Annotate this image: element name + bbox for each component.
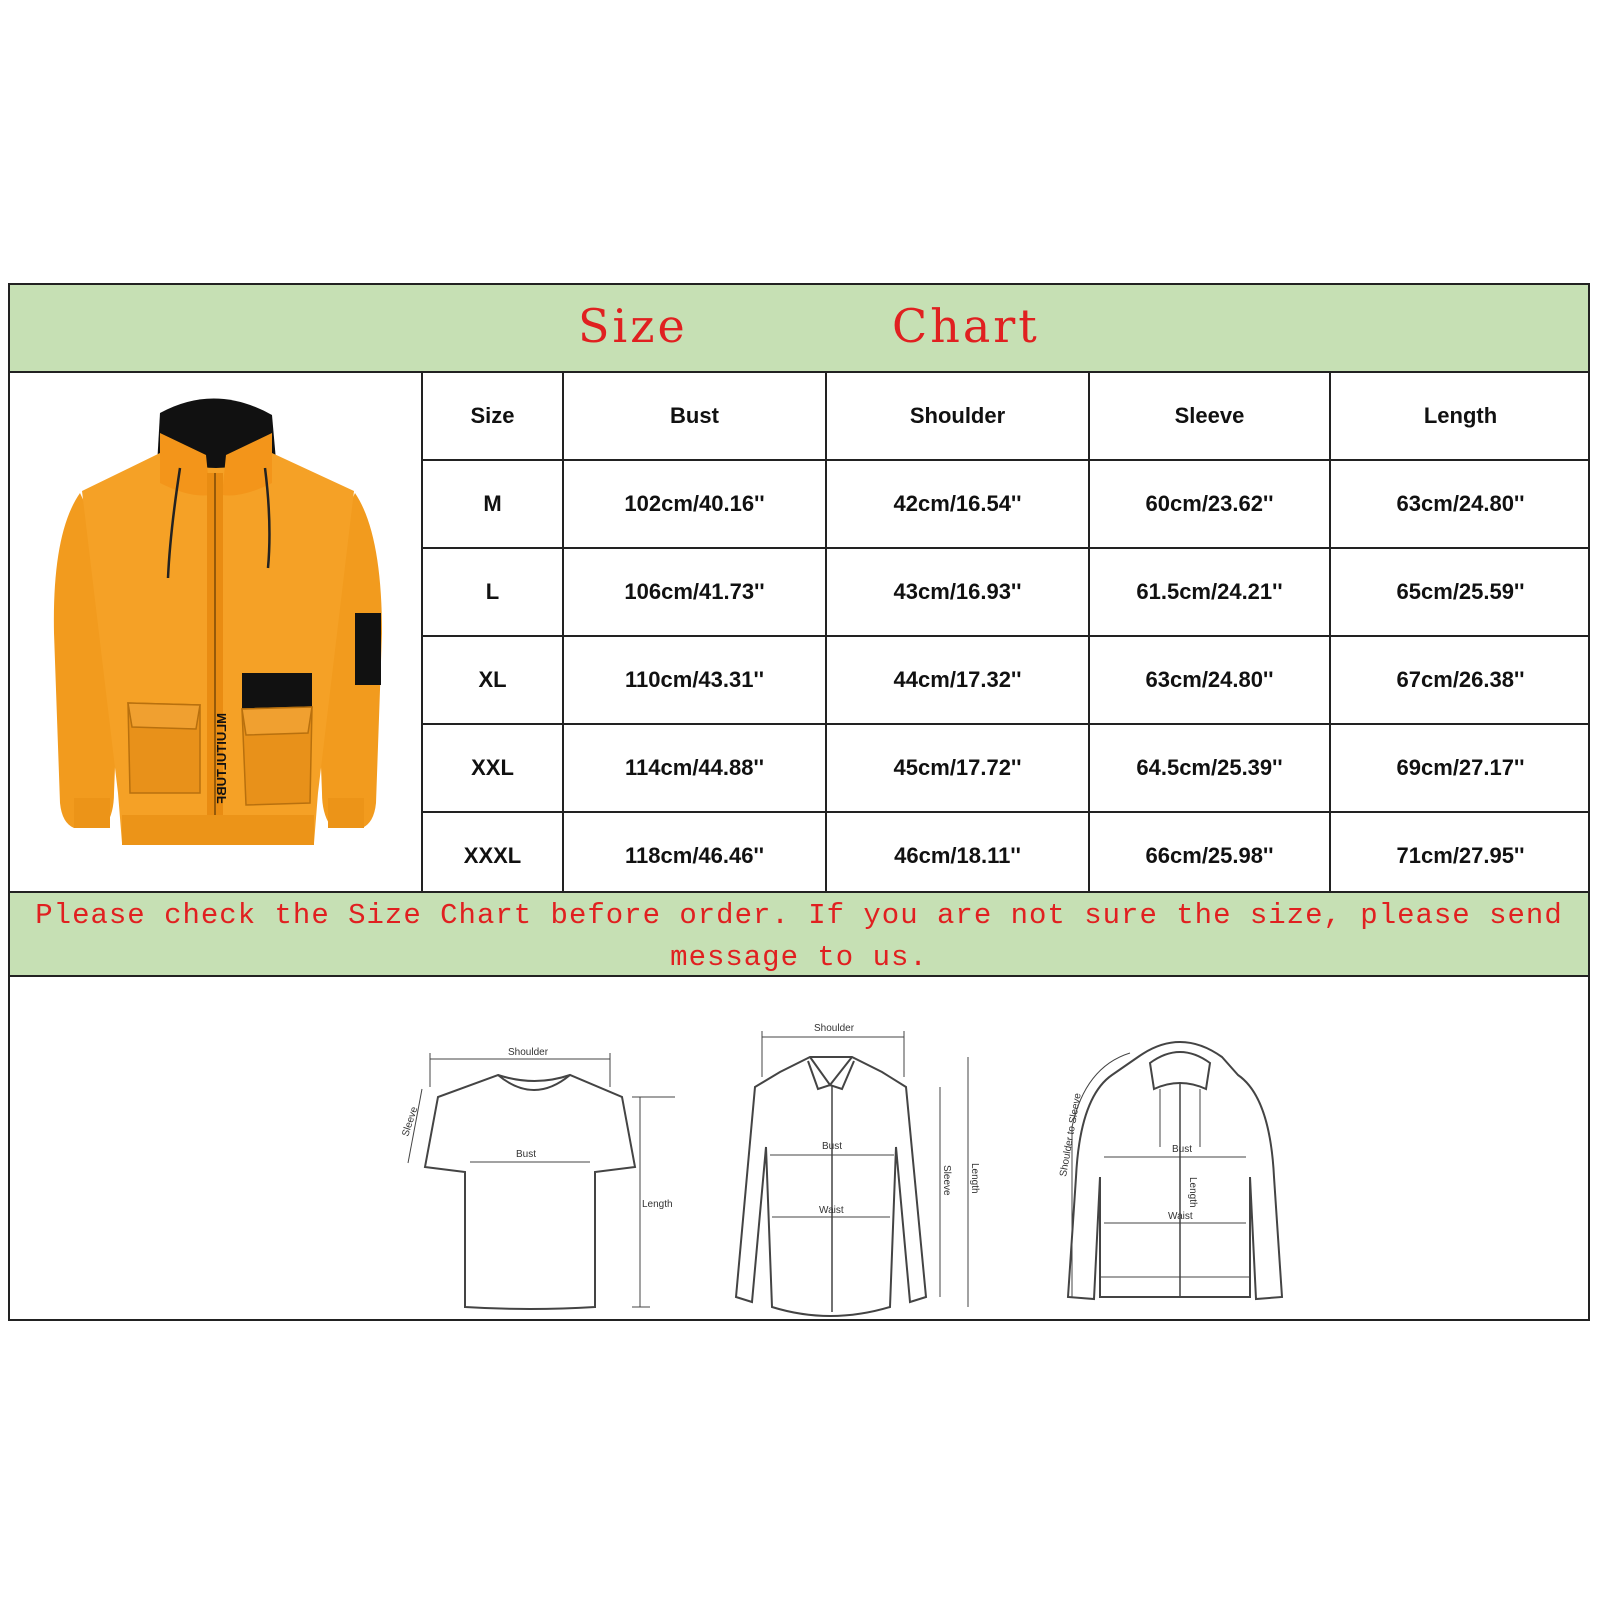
- cell-sleeve: 60cm/23.62'': [1089, 460, 1330, 548]
- cell-length: 69cm/27.17'': [1330, 724, 1590, 812]
- cell-sleeve: 66cm/25.98'': [1089, 812, 1330, 899]
- cell-length: 71cm/27.95'': [1396, 843, 1525, 868]
- cell-bust: 118cm/46.46'': [563, 812, 826, 899]
- shirt-length-label: Length: [969, 1163, 980, 1194]
- shirt-diagram: [736, 1031, 968, 1316]
- table-row: [423, 636, 1590, 724]
- cell-size: XXXL: [423, 812, 563, 899]
- cell-sleeve: 64.5cm/25.39'': [1089, 724, 1330, 812]
- cell-sleeve: 63cm/24.80'': [1089, 636, 1330, 724]
- tshirt-bust-label: Bust: [516, 1149, 537, 1160]
- cell-length: 65cm/25.59'': [1330, 548, 1590, 636]
- table-header-row: [423, 373, 1590, 460]
- col-header-sleeve: Sleeve: [1089, 373, 1330, 460]
- order-note-band: [10, 891, 1588, 977]
- cell-bust: 102cm/40.16'': [563, 460, 826, 548]
- tshirt-length-label: Length: [642, 1199, 673, 1210]
- jacket-image: [10, 373, 421, 889]
- shirt-sleeve-label: Sleeve: [941, 1165, 952, 1196]
- hoodie-diagram: [1068, 1042, 1282, 1299]
- cell-shoulder: 45cm/17.72'': [826, 724, 1089, 812]
- cell-shoulder: 43cm/16.93'': [826, 548, 1089, 636]
- cell-length: 67cm/26.38'': [1330, 636, 1590, 724]
- size-table: [423, 373, 1590, 899]
- cell-size: XXL: [423, 724, 563, 812]
- hoodie-waist-label: Waist: [1168, 1211, 1193, 1222]
- hoodie-shoulder-to-sleeve-label: Shoulder to Sleeve: [1058, 1092, 1084, 1178]
- cell-shoulder: 44cm/17.32'': [826, 636, 1089, 724]
- cell-size: M: [423, 460, 563, 548]
- title-word-size: Size: [578, 299, 688, 353]
- shirt-shoulder-label: Shoulder: [814, 1023, 855, 1034]
- col-header-bust: Bust: [563, 373, 826, 460]
- cell-bust: 106cm/41.73'': [563, 548, 826, 636]
- shirt-bust-label: Bust: [822, 1141, 843, 1152]
- col-header-size: Size: [423, 373, 563, 460]
- cell-size: XL: [423, 636, 563, 724]
- title-word-chart: Chart: [892, 299, 1040, 353]
- col-header-shoulder: Shoulder: [826, 373, 1089, 460]
- product-image-cell: [10, 373, 423, 891]
- cell-size: L: [423, 548, 563, 636]
- col-header-length: Length: [1330, 373, 1590, 460]
- hoodie-length-label: Length: [1187, 1177, 1198, 1208]
- cell-length: 63cm/24.80'': [1330, 460, 1590, 548]
- cell-bust: 110cm/43.31'': [563, 636, 826, 724]
- tshirt-shoulder-label: Shoulder: [508, 1047, 549, 1058]
- measurement-diagrams-svg: [10, 977, 1588, 1321]
- order-note-text: Please check the Size Chart before order. If you are not sure the size, please send message to us.: [35, 899, 1563, 974]
- tshirt-sleeve-label: Sleeve: [400, 1105, 421, 1138]
- title-band: [10, 285, 1588, 373]
- measurement-diagrams: [10, 977, 1588, 1321]
- cell-bust: 114cm/44.88'': [563, 724, 826, 812]
- table-row: [423, 460, 1590, 548]
- table-row: [423, 812, 1590, 899]
- hoodie-bust-label: Bust: [1172, 1144, 1193, 1155]
- cell-shoulder: 42cm/16.54'': [826, 460, 1089, 548]
- shirt-waist-label: Waist: [819, 1205, 844, 1216]
- cell-sleeve: 61.5cm/24.21'': [1089, 548, 1330, 636]
- jacket-print-text: MLUITULTUBF: [214, 713, 229, 804]
- tshirt-diagram: [408, 1053, 675, 1309]
- table-row: [423, 724, 1590, 812]
- table-row: [423, 548, 1590, 636]
- size-chart-sheet: [8, 283, 1590, 1321]
- cell-shoulder: 46cm/18.11'': [826, 812, 1089, 899]
